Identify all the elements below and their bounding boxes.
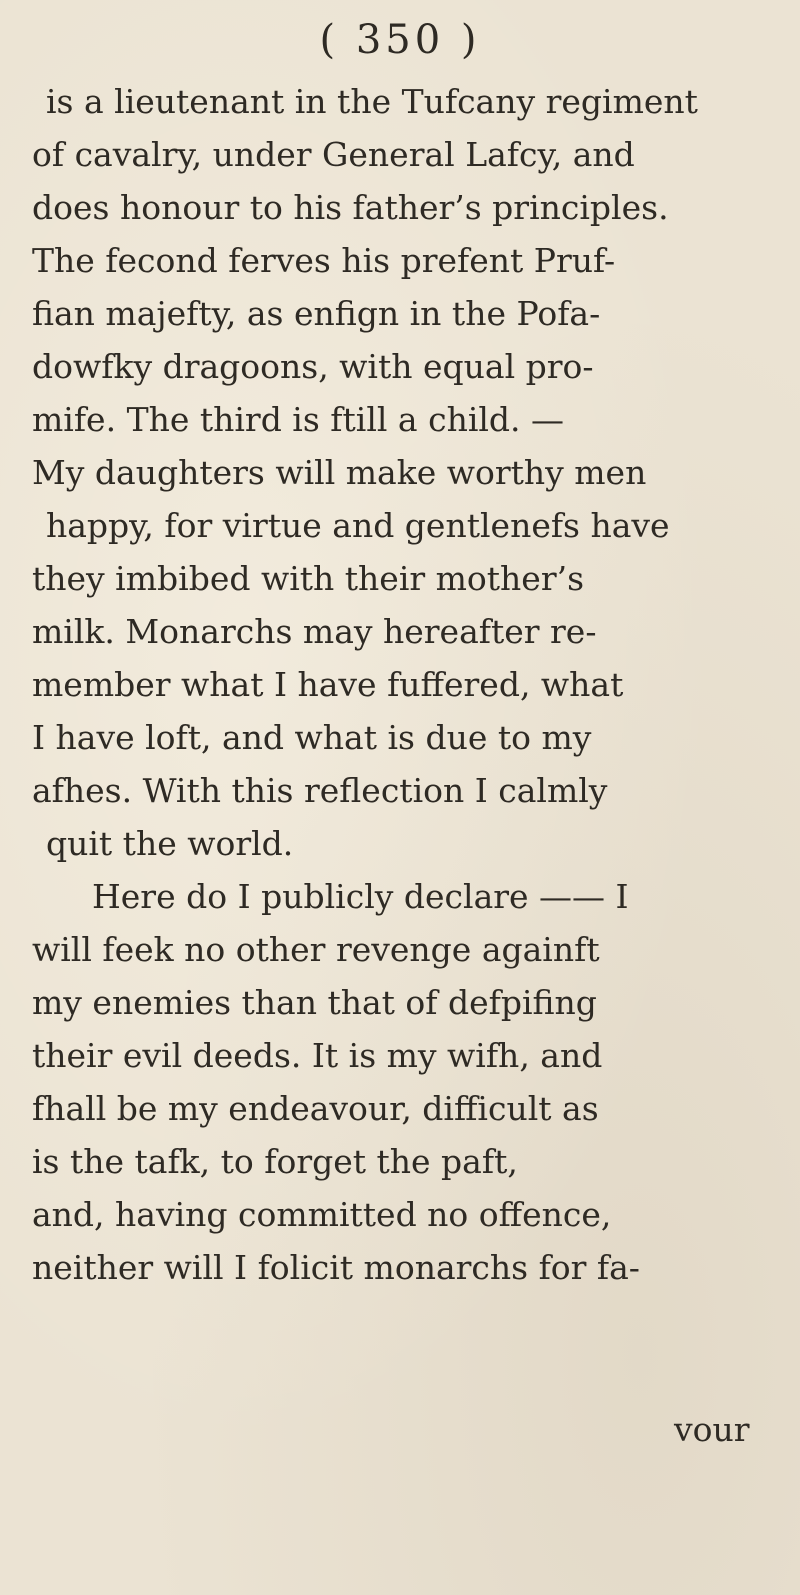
text-line: milk. Monarchs may hereafter re-	[32, 612, 597, 651]
text-line: their evil deeds. It is my wifh, and	[32, 1036, 603, 1075]
text-line: afhes. With this reflection I calmly	[32, 771, 608, 810]
text-line: of cavalry, under General Lafcy, and	[32, 135, 635, 174]
text-line: The fecond ferves his prefent Pruf-	[32, 241, 616, 280]
page-number: ( 350 )	[319, 17, 481, 63]
text-line: dowfky dragoons, with equal pro-	[32, 347, 594, 386]
text-line: happy, for virtue and gentlenefs have	[46, 506, 670, 545]
text-line: and, having committed no offence,	[32, 1195, 612, 1234]
text-line: is a lieutenant in the Tufcany regiment	[46, 82, 698, 121]
catchword: vour	[674, 1410, 750, 1449]
text-line: fian majefty, as enfign in the Pofa-	[32, 294, 601, 333]
text-line: neither will I folicit monarchs for fa-	[32, 1248, 640, 1287]
text-line: does honour to his father’s principles.	[32, 188, 669, 227]
text-line: My daughters will make worthy men	[32, 453, 647, 492]
text-line: quit the world.	[46, 824, 294, 863]
text-line: I have loft, and what is due to my	[32, 718, 592, 757]
text-line: my enemies than that of defpifing	[32, 983, 597, 1022]
text-line: Here do I publicly declare —— I	[92, 877, 629, 916]
text-line: they imbibed with their mother’s	[32, 559, 585, 598]
text-line: member what I have fuffered, what	[32, 665, 624, 704]
text-line: fhall be my endeavour, difficult as	[32, 1089, 599, 1128]
text-line: mife. The third is ftill a child. —	[32, 400, 565, 439]
text-line: is the tafk, to forget the paft,	[32, 1142, 518, 1181]
text-line: will feek no other revenge againft	[32, 930, 600, 969]
